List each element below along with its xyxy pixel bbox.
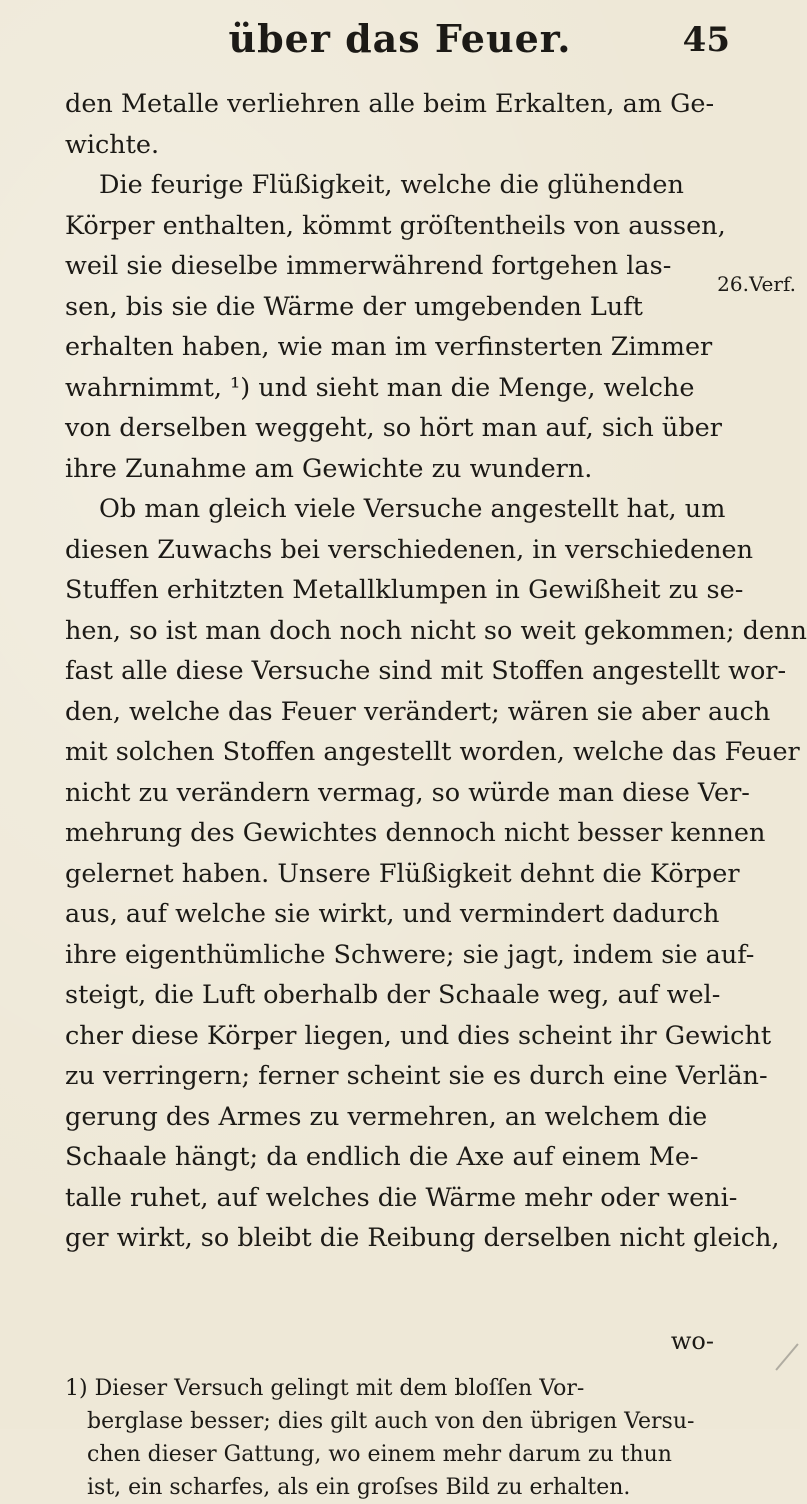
text-line: zu verringern; ferner scheint sie es durch eine Verlän-	[65, 1061, 768, 1091]
text-line: mit solchen Stoffen angestellt worden, welche das Feuer	[65, 737, 800, 767]
text-line: diesen Zuwachs bei verschiedenen, in verschiedenen	[65, 534, 754, 565]
text-line: nicht zu verändern vermag, so würde man diese Ver-	[65, 777, 750, 808]
text-line: steigt, die Luft oberhalb der Schaale weg, auf wel-	[65, 980, 721, 1010]
footnote-line: ist, ein scharfes, als ein groſses Bild zu erhalten.	[87, 1475, 631, 1500]
text-line: den Metalle verliehren alle beim Erkalten, am Ge-	[65, 89, 715, 119]
text-line: ihre Zunahme am Gewichte zu wundern.	[65, 453, 593, 484]
text-line: wichte.	[65, 129, 160, 160]
text-line: wahrnimmt, ¹) und sieht man die Menge, welche	[65, 372, 695, 403]
text-line: erhalten haben, wie man im verfinsterten Zimmer	[65, 332, 713, 362]
running-head	[0, 10, 800, 70]
paragraph-1	[65, 84, 723, 165]
footnote-line: chen dieser Gattung, wo einem mehr darum zu thun	[87, 1442, 672, 1467]
footnote-line: berglase besser; dies gilt auch von den übrigen Versu-	[87, 1409, 695, 1434]
text-line: Die feurige Flüßigkeit, welche die glühenden	[99, 170, 684, 200]
text-line: ihre eigenthümliche Schwere; sie jagt, indem sie auf-	[65, 939, 755, 970]
text-line: aus, auf welche sie wirkt, und vermindert dadurch	[65, 899, 720, 929]
text-line: sen, bis sie die Wärme der umgebenden Luft	[65, 291, 643, 322]
text-line: Schaale hängt; da endlich die Axe auf einem Me-	[65, 1142, 699, 1172]
running-title: über das Feuer.	[228, 16, 572, 61]
text-line: gelernet haben. Unsere Flüßigkeit dehnt die Körper	[65, 858, 740, 889]
margin-note: 26.Verf.	[717, 272, 796, 296]
paragraph-2	[65, 165, 726, 489]
page-number: 45	[682, 20, 730, 60]
text-line: ger wirkt, so bleibt die Reibung derselben nicht gleich,	[65, 1223, 780, 1253]
paragraph-3	[65, 489, 807, 1259]
text-line: weil sie dieselbe immerwährend fortgehen las-	[65, 251, 672, 281]
text-line: cher diese Körper liegen, und dies scheint ihr Gewicht	[65, 1020, 772, 1051]
text-line: gerung des Armes zu vermehren, an welchem die	[65, 1101, 708, 1132]
paper-mark	[775, 1343, 798, 1370]
text-line: Körper enthalten, kömmt gröſtentheils von aussen,	[65, 210, 726, 241]
text-line: talle ruhet, auf welches die Wärme mehr oder weni-	[65, 1182, 738, 1213]
text-line: mehrung des Gewichtes dennoch nicht besser kennen	[65, 818, 766, 848]
footnote-line: 1) Dieser Versuch gelingt mit dem bloſſen Vor-	[65, 1376, 585, 1401]
text-line: hen, so ist man doch noch nicht so weit gekommen; denn	[65, 615, 807, 646]
text-line: Ob man gleich viele Versuche angestellt hat, um	[99, 494, 726, 524]
catchword: wo-	[670, 1327, 714, 1355]
text-line: Stuffen erhitzten Metallklumpen in Gewißheit zu se-	[65, 575, 744, 605]
footnote	[65, 1372, 723, 1504]
text-line: von derselben weggeht, so hört man auf, sich über	[65, 413, 722, 443]
text-line: den, welche das Feuer verändert; wären sie aber auch	[65, 696, 771, 727]
text-line: fast alle diese Versuche sind mit Stoffen angestellt wor-	[65, 656, 787, 686]
